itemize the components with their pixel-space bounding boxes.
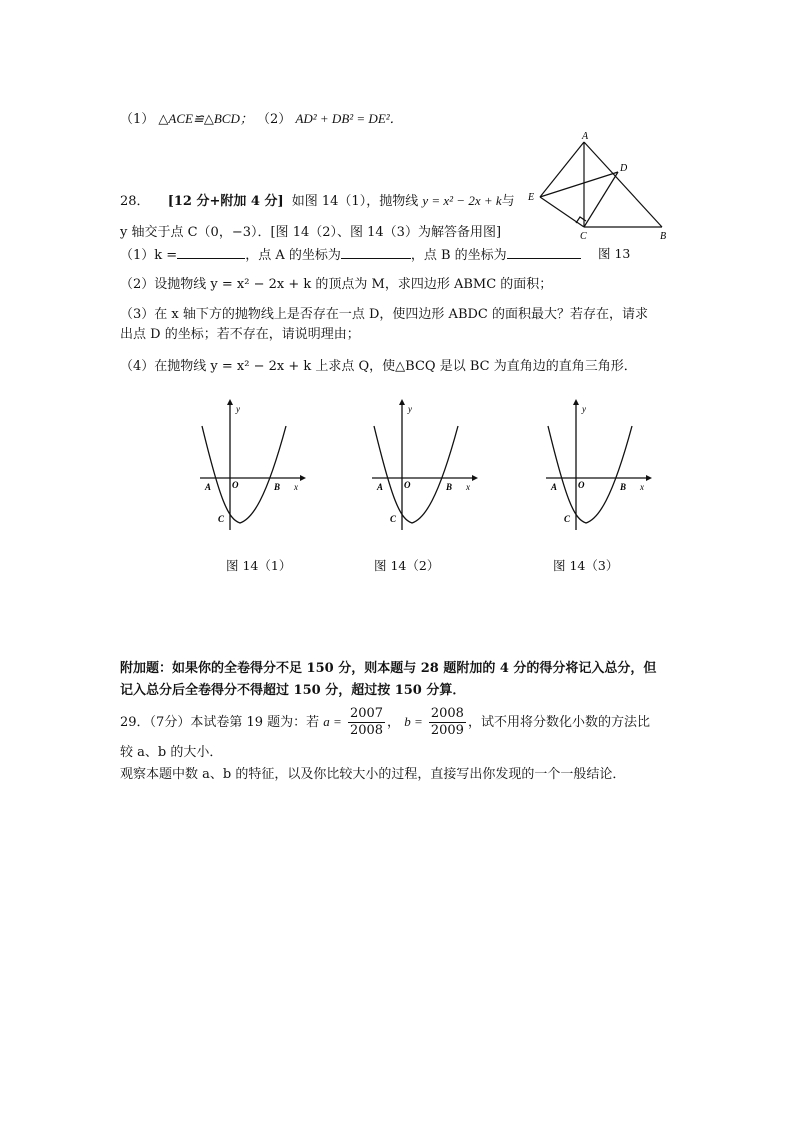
q29-a-eq: a = (323, 714, 342, 729)
q28-sub1-b: ，点 B 的坐标为 (410, 248, 507, 263)
graph1-caption: 图 14（1） (226, 558, 292, 573)
segment-DC (584, 172, 618, 227)
graph2-B-label: B (446, 482, 453, 492)
answer-blank-point-b[interactable] (507, 246, 581, 259)
graph1-B-label: B (274, 482, 281, 492)
fraction-b (429, 706, 466, 739)
q28-intro-eq: y = x² − 2x + k (422, 193, 502, 208)
segment-AE (540, 142, 584, 197)
graph2-y-label: y (408, 404, 412, 414)
graph-14-2 (366, 398, 486, 538)
q28-sub3-line2: 出点 D 的坐标；若不存在，请说明理由； (120, 327, 360, 342)
q29-separator: ， (387, 715, 401, 730)
graph3-A-label: A (551, 482, 558, 492)
q28-sub3-line1: （3）在 x 轴下方的抛物线上是否存在一点 D，使四边形 ABDC 的面积最大？若存在，请求 (120, 307, 648, 322)
graph-14-3 (540, 398, 660, 538)
graph3-caption: 图 14（3） (553, 558, 619, 573)
q28-points: [12 分+附加 4 分] (167, 194, 284, 209)
fig13-label-E: E (528, 192, 535, 203)
q29-line1 (120, 702, 650, 743)
q28-intro-a: 如图 14（1），抛物线 (291, 194, 419, 209)
q28-intro-b: 与 (501, 194, 515, 209)
q27-part1-label: （1） (120, 112, 155, 127)
fig13-label-C: C (580, 231, 587, 242)
graph1-y-label: y (236, 404, 240, 414)
fig13-label-B: B (660, 231, 667, 242)
q28-line2: y 轴交于点 C（0，−3）．[图 14（2）、图 14（3）为解答备用图] (120, 225, 502, 240)
graph2-x-label: x (466, 482, 470, 492)
graph1-C-label: C (218, 514, 225, 524)
graph1-A-label: A (205, 482, 212, 492)
q27-part2-expr: AD² + DB² = DE²． (295, 111, 403, 126)
q29-line2: 较 a、b 的大小． (120, 745, 223, 760)
q29-suffix: ，试不用将分数化小数的方法比 (467, 715, 650, 730)
q28-sub1 (120, 246, 581, 265)
fraction-b-numerator: 2008 (430, 706, 464, 721)
graph3-B-label: B (620, 482, 627, 492)
segment-EC (540, 197, 584, 227)
graph1-x-label: x (294, 482, 298, 492)
fig13-caption: 图 13 (598, 246, 631, 261)
graph3-x-label: x (640, 482, 644, 492)
q28-number: 28． (120, 194, 150, 209)
bonus-line1: 附加题：如果你的全卷得分不足 150 分，则本题与 28 题附加的 4 分的得分将记入总分，但 (120, 661, 657, 676)
q28-sub1-a: ，点 A 的坐标为 (245, 248, 341, 263)
fig13-label-D: D (620, 163, 628, 174)
q28-sub1-k: （1）k = (120, 248, 178, 263)
q28-line1 (120, 192, 515, 211)
q29-line3: 观察本题中数 a、b 的特征，以及你比较大小的过程，直接写出你发现的一个一般结论． (120, 767, 626, 782)
graph3-O-label: O (578, 480, 585, 490)
graph1-O-label: O (232, 480, 239, 490)
graph2-O-label: O (404, 480, 411, 490)
fig13-label-A: A (582, 131, 589, 142)
segment-AB (584, 142, 662, 227)
fraction-a-numerator: 2007 (349, 706, 384, 721)
graph-14-1 (194, 398, 314, 538)
answer-blank-k[interactable] (177, 246, 245, 259)
figure-13 (520, 130, 680, 260)
q27-part1-expr: △ACE≌△BCD； (158, 111, 253, 126)
graph3-y-label: y (582, 404, 586, 414)
bonus-line2: 记入总分后全卷得分不得超过 150 分，超过按 150 分算． (120, 683, 466, 698)
q27-parts-line (120, 110, 403, 129)
q27-part2-label: （2） (257, 112, 292, 127)
graph2-caption: 图 14（2） (374, 558, 440, 573)
q28-sub2: （2）设抛物线 y = x² − 2x + k 的顶点为 M，求四边形 ABMC 的面积； (120, 277, 553, 292)
fraction-b-denominator: 2009 (430, 723, 464, 738)
fraction-a-denominator: 2008 (349, 723, 384, 738)
segment-ED (540, 172, 618, 197)
graph3-C-label: C (564, 514, 571, 524)
q29-b-eq: b = (404, 714, 423, 729)
q29-prefix: 29．（7分）本试卷第 19 题为：若 (120, 715, 320, 730)
answer-blank-point-a[interactable] (341, 246, 411, 259)
fraction-a (348, 706, 385, 739)
q28-sub4: （4）在抛物线 y = x² − 2x + k 上求点 Q，使△BCQ 是以 BC 为直角边的直角三角形． (120, 359, 637, 374)
graph2-C-label: C (390, 514, 397, 524)
graph2-A-label: A (377, 482, 384, 492)
